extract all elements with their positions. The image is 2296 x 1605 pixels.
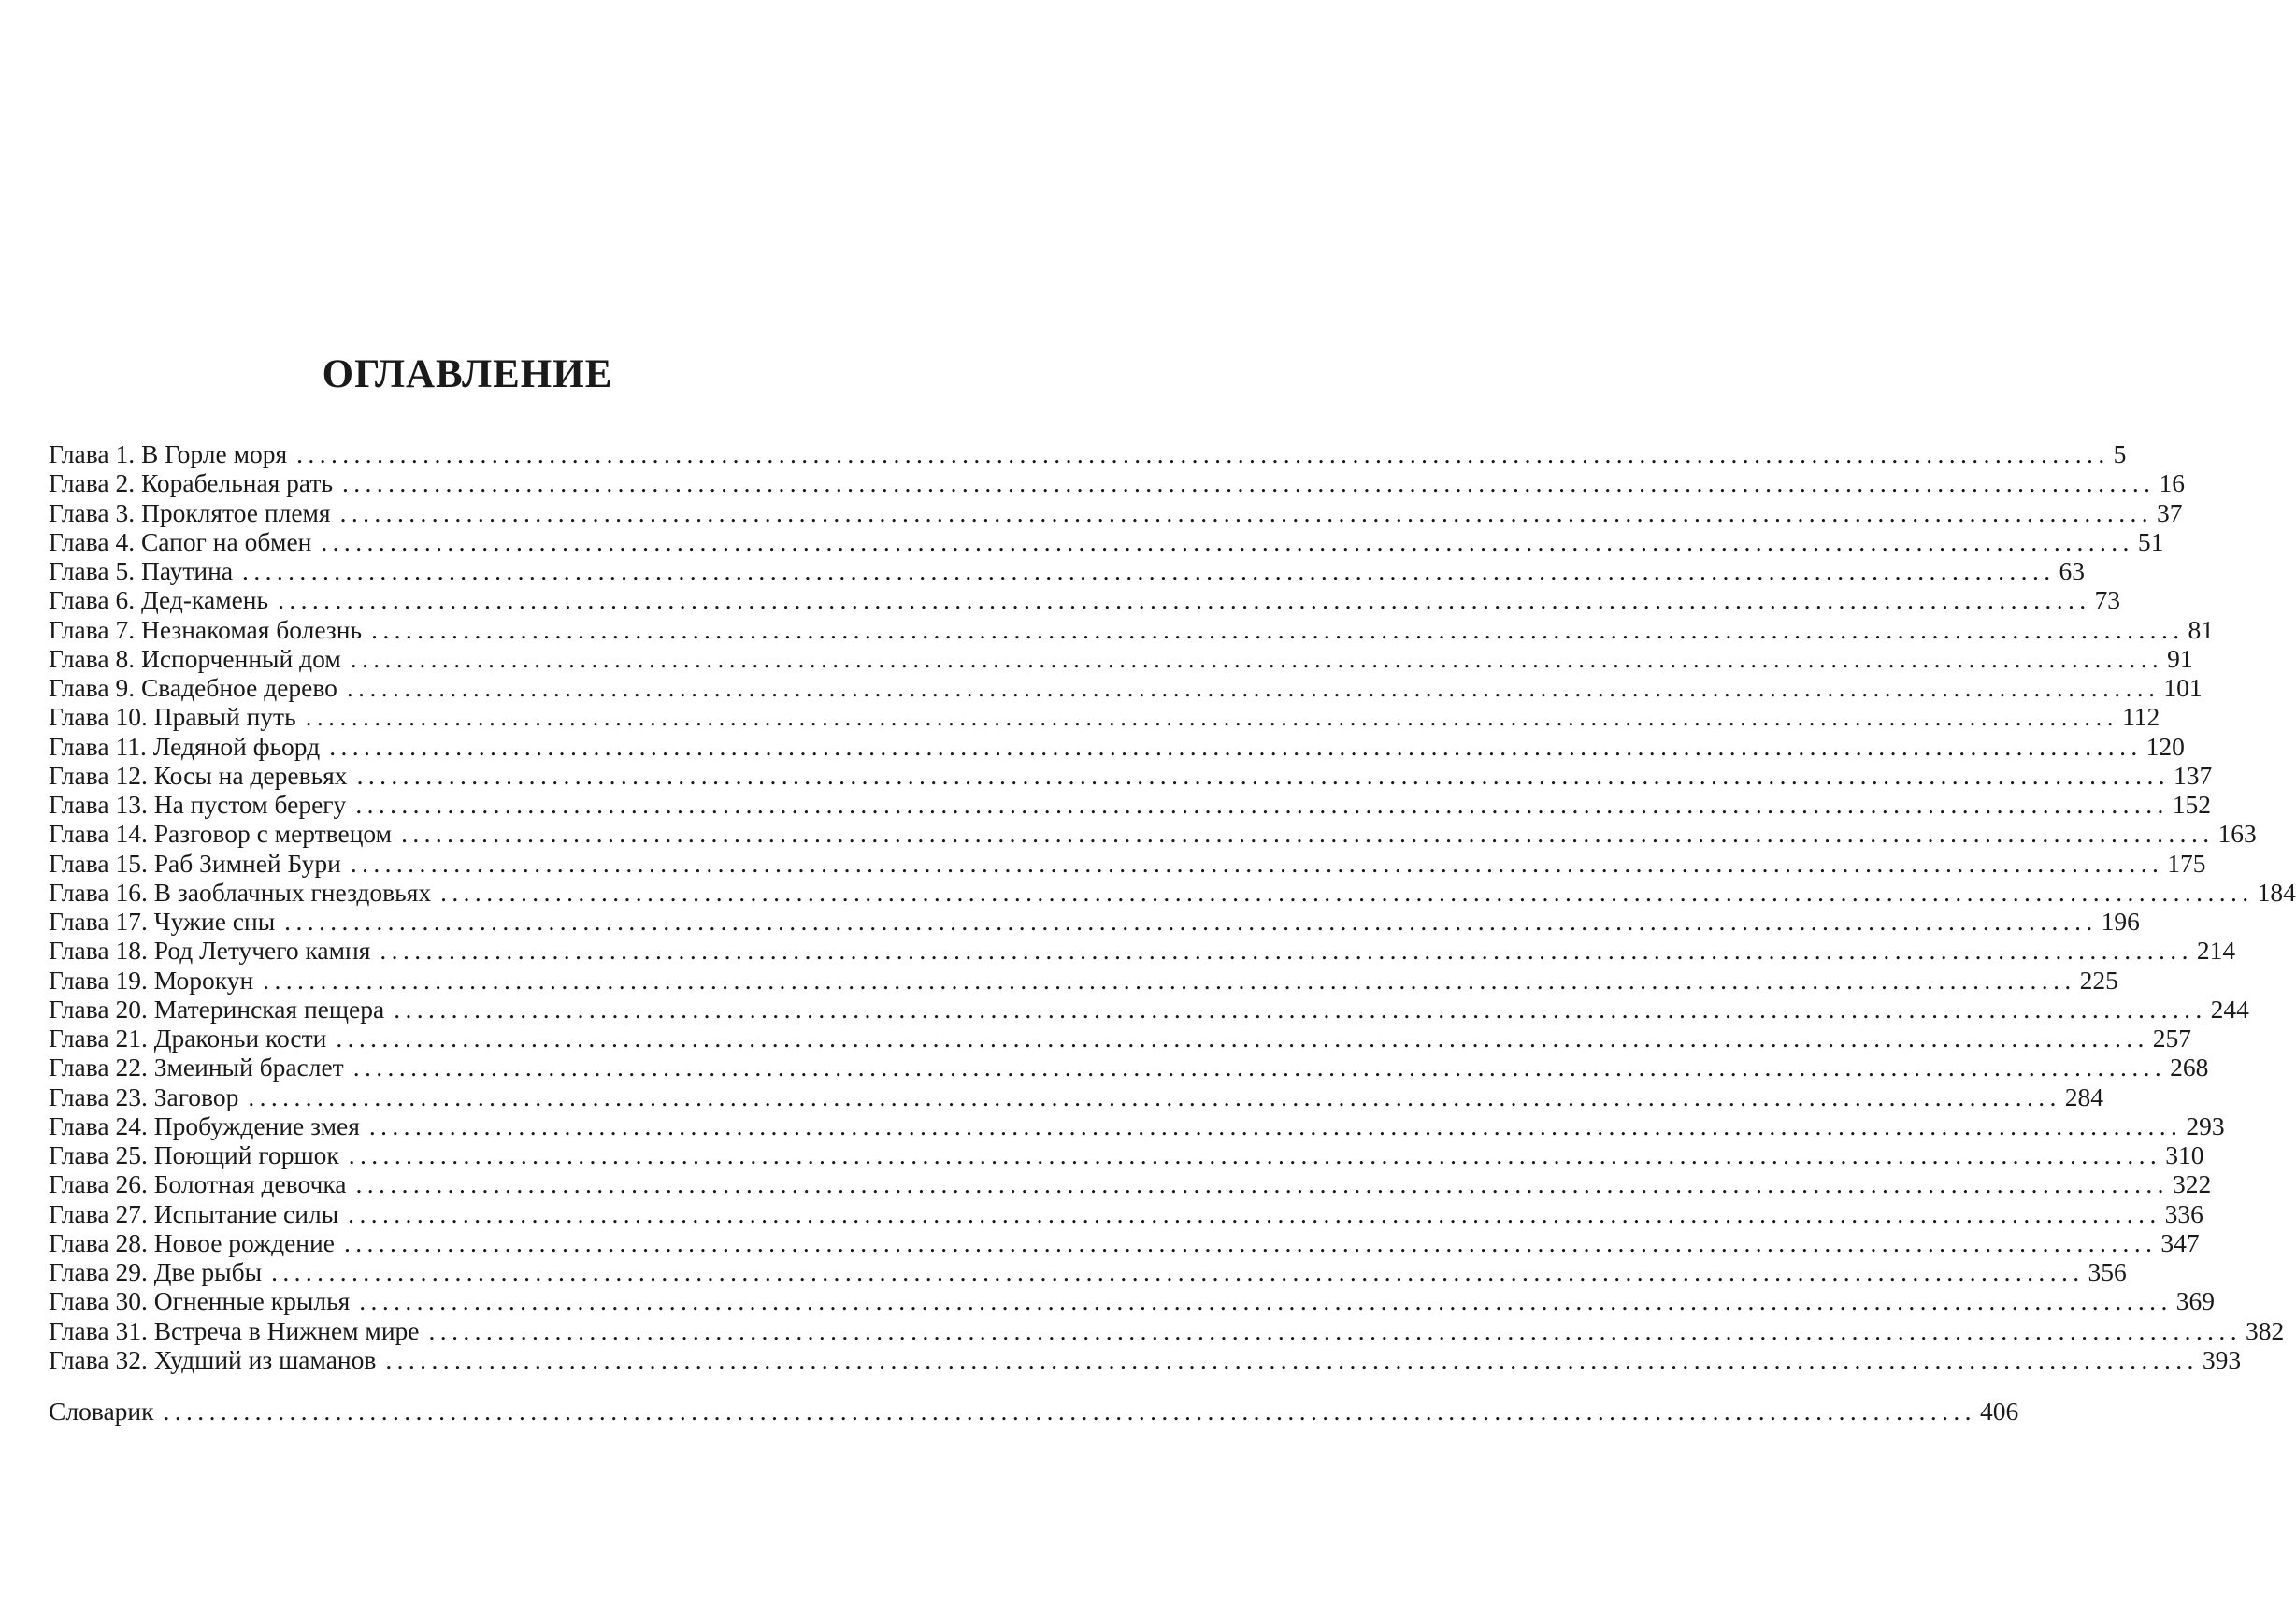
toc-entry[interactable] (49, 1257, 2127, 1286)
toc-entry[interactable] (49, 439, 2127, 468)
dot-leader: .............................................................................................................................................................. (356, 760, 2171, 790)
dot-leader: .............................................................................................................................................................. (355, 790, 2169, 819)
toc-entry-page: 257 (2152, 1024, 2192, 1053)
table-of-contents (49, 439, 2296, 1374)
dot-leader: .............................................................................................................................................................. (284, 907, 2098, 936)
toc-entry-title: Глава 17. Чужие сны (49, 907, 276, 936)
toc-entry-title: Глава 31. Встреча в Нижнем мире (49, 1315, 420, 1345)
toc-entry-title: Глава 29. Две рыбы (49, 1257, 263, 1286)
toc-entry[interactable] (49, 790, 2212, 819)
dot-leader: .............................................................................................................................................................. (321, 526, 2134, 556)
dot-leader: .............................................................................................................................................................. (346, 673, 2160, 702)
toc-entry-page: 393 (2202, 1344, 2242, 1374)
dot-leader: .............................................................................................................................................................. (329, 731, 2143, 761)
toc-entry-title: Глава 27. Испытание силы (49, 1198, 339, 1228)
dot-leader: .............................................................................................................................................................. (348, 1140, 2162, 1169)
dot-leader: .............................................................................................................................................................. (271, 1257, 2085, 1286)
toc-entry-title: Глава 18. Род Летучего камня (49, 936, 371, 966)
toc-entry-title: Глава 7. Незнакомая болезнь (49, 614, 363, 644)
toc-entry[interactable] (49, 877, 2296, 907)
toc-entry[interactable] (49, 643, 2193, 673)
toc-entry-title: Глава 15. Раб Зимней Бури (49, 848, 341, 878)
toc-entry-title: Глава 24. Пробуждение змея (49, 1111, 360, 1140)
toc-entry-page: 406 (1979, 1397, 2019, 1426)
toc-entry-page: 310 (2165, 1140, 2204, 1169)
toc-entry[interactable] (49, 819, 2257, 849)
toc-entry[interactable] (49, 1198, 2203, 1228)
toc-entry[interactable] (49, 848, 2206, 878)
toc-entry-title: Словарик (49, 1397, 154, 1426)
toc-entry-title: Глава 5. Паутина (49, 556, 234, 585)
dot-leader: .............................................................................................................................................................. (296, 439, 2110, 468)
toc-entry-page: 175 (2167, 848, 2206, 878)
toc-entry[interactable] (49, 468, 2185, 498)
dot-leader: .............................................................................................................................................................. (305, 702, 2119, 732)
toc-entry[interactable] (49, 965, 2118, 995)
toc-entry-title: Глава 22. Змеиный браслет (49, 1053, 344, 1082)
dot-leader: .............................................................................................................................................................. (440, 877, 2254, 907)
toc-entry-glossary[interactable] (49, 1397, 2019, 1426)
toc-entry-page: 184 (2257, 877, 2296, 907)
toc-entry[interactable] (49, 585, 2121, 615)
toc-entry-title: Глава 20. Материнская пещера (49, 994, 385, 1024)
toc-entry[interactable] (49, 1082, 2104, 1111)
dot-leader: .............................................................................................................................................................. (401, 819, 2215, 849)
dot-leader: .............................................................................................................................................................. (350, 643, 2164, 673)
dot-leader: .............................................................................................................................................................. (339, 497, 2154, 527)
toc-entry-title: Глава 23. Заговор (49, 1082, 239, 1111)
toc-entry-title: Глава 9. Свадебное дерево (49, 673, 337, 702)
dot-leader: .............................................................................................................................................................. (359, 1286, 2173, 1316)
toc-entry-title: Глава 12. Косы на деревьях (49, 760, 348, 790)
toc-entry-page: 196 (2101, 907, 2140, 936)
toc-entry-page: 91 (2167, 643, 2193, 673)
toc-entry[interactable] (49, 1169, 2212, 1199)
dot-leader: .............................................................................................................................................................. (342, 468, 2156, 498)
toc-entry[interactable] (49, 1140, 2204, 1169)
toc-entry-page: 73 (2094, 585, 2121, 615)
toc-entry-page: 347 (2160, 1227, 2200, 1257)
page-title: ОГЛАВЛЕНИЕ (322, 352, 613, 396)
toc-entry-page: 322 (2172, 1169, 2212, 1199)
toc-entry[interactable] (49, 907, 2140, 936)
toc-entry-page: 336 (2164, 1198, 2203, 1228)
dot-leader: .............................................................................................................................................................. (278, 585, 2091, 615)
toc-entry[interactable] (49, 526, 2164, 556)
dot-leader: .............................................................................................................................................................. (385, 1344, 2199, 1374)
toc-entry-page: 137 (2174, 760, 2213, 790)
dot-leader: .............................................................................................................................................................. (428, 1315, 2242, 1345)
toc-entry-title: Глава 26. Болотная девочка (49, 1169, 347, 1199)
toc-entry-page: 81 (2188, 614, 2215, 644)
toc-entry[interactable] (49, 1111, 2225, 1140)
toc-entry-page: 214 (2196, 936, 2236, 966)
toc-entry-title: Глава 21. Драконьи кости (49, 1024, 327, 1053)
toc-entry-page: 5 (2113, 439, 2127, 468)
toc-entry-page: 101 (2163, 673, 2203, 702)
dot-leader: .............................................................................................................................................................. (368, 1111, 2183, 1140)
toc-entry-page: 112 (2122, 702, 2160, 732)
dot-leader: .............................................................................................................................................................. (336, 1024, 2149, 1053)
toc-entry-title: Глава 16. В заоблачных гнездовьях (49, 877, 432, 907)
dot-leader: .............................................................................................................................................................. (343, 1227, 2158, 1257)
toc-entry-page: 356 (2088, 1257, 2127, 1286)
toc-entry-title: Глава 19. Морокун (49, 965, 254, 995)
toc-entry-title: Глава 28. Новое рождение (49, 1227, 335, 1257)
toc-entry-page: 268 (2170, 1053, 2209, 1082)
toc-entry-title: Глава 4. Сапог на обмен (49, 526, 312, 556)
toc-entry-title: Глава 32. Худший из шаманов (49, 1344, 377, 1374)
dot-leader: .............................................................................................................................................................. (248, 1082, 2061, 1111)
toc-entry-title: Глава 11. Ледяной фьорд (49, 731, 321, 761)
toc-entry-page: 16 (2159, 468, 2185, 498)
toc-entry[interactable] (49, 994, 2249, 1024)
toc-entry[interactable] (49, 1024, 2192, 1053)
dot-leader: .............................................................................................................................................................. (242, 556, 2056, 585)
toc-entry-page: 63 (2059, 556, 2085, 585)
dot-leader: .............................................................................................................................................................. (163, 1397, 1976, 1426)
dot-leader: .............................................................................................................................................................. (350, 848, 2164, 878)
dot-leader: .............................................................................................................................................................. (352, 1053, 2167, 1082)
toc-entry-title: Глава 10. Правый путь (49, 702, 296, 732)
toc-entry-page: 37 (2157, 497, 2183, 527)
dot-leader: .............................................................................................................................................................. (348, 1198, 2161, 1228)
toc-entry[interactable] (49, 936, 2236, 966)
toc-entry[interactable] (49, 673, 2203, 702)
toc-entry[interactable] (49, 1315, 2285, 1345)
toc-entry-title: Глава 25. Поющий горшок (49, 1140, 339, 1169)
toc-entry-title: Глава 1. В Горле моря (49, 439, 288, 468)
dot-leader: .............................................................................................................................................................. (371, 614, 2185, 644)
toc-entry-page: 120 (2145, 731, 2185, 761)
toc-entry-title: Глава 14. Разговор с мертвецом (49, 819, 393, 849)
toc-entry-page: 293 (2186, 1111, 2225, 1140)
toc-entry[interactable] (49, 702, 2160, 732)
toc-entry[interactable] (49, 1286, 2215, 1316)
toc-entry-page: 51 (2137, 526, 2164, 556)
toc-entry[interactable] (49, 1053, 2209, 1082)
toc-entry-page: 163 (2217, 819, 2257, 849)
toc-entry-title: Глава 2. Корабельная рать (49, 468, 333, 498)
toc-entry[interactable] (49, 1227, 2200, 1257)
toc-entry-page: 152 (2172, 790, 2212, 819)
toc-entry[interactable] (49, 556, 2085, 585)
toc-entry-title: Глава 3. Проклятое племя (49, 497, 331, 527)
toc-entry-title: Глава 13. На пустом берегу (49, 790, 347, 819)
toc-entry-title: Глава 6. Дед-камень (49, 585, 269, 615)
toc-entry[interactable] (49, 497, 2183, 527)
toc-entry-page: 225 (2079, 965, 2118, 995)
toc-entry[interactable] (49, 1344, 2242, 1374)
toc-entry-title: Глава 8. Испорченный дом (49, 643, 341, 673)
appendix-list (49, 1397, 2019, 1426)
toc-entry-page: 284 (2064, 1082, 2104, 1111)
dot-leader: .............................................................................................................................................................. (394, 994, 2207, 1024)
dot-leader: .............................................................................................................................................................. (263, 965, 2076, 995)
toc-entry-title: Глава 30. Огненные крылья (49, 1286, 351, 1316)
toc-entry-page: 369 (2175, 1286, 2215, 1316)
dot-leader: .............................................................................................................................................................. (380, 936, 2193, 966)
toc-entry-page: 244 (2210, 994, 2249, 1024)
toc-entry[interactable] (49, 760, 2213, 790)
toc-entry[interactable] (49, 614, 2215, 644)
toc-entry-page: 382 (2245, 1315, 2285, 1345)
dot-leader: .............................................................................................................................................................. (355, 1169, 2169, 1199)
toc-entry[interactable] (49, 731, 2185, 761)
